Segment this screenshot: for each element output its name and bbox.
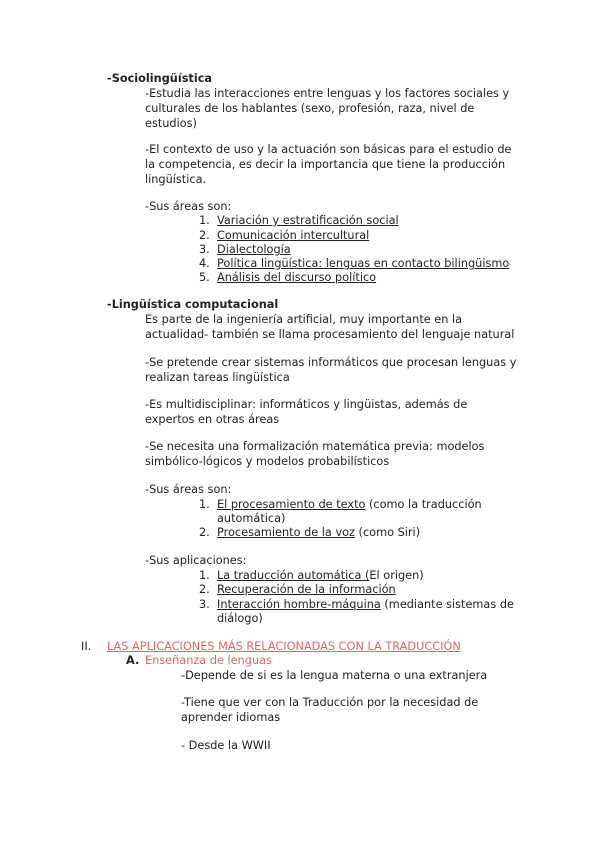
list-item-link[interactable]: Procesamiento de la voz bbox=[217, 526, 355, 539]
areas-intro: -Sus áreas son: bbox=[145, 200, 232, 213]
list-item-link[interactable]: Interacción hombre-máquina bbox=[217, 598, 381, 611]
paragraph-line: -Se pretende crear sistemas informáticos que procesan lenguas y bbox=[145, 356, 517, 369]
list-item bbox=[217, 597, 514, 612]
list-item-text: (mediante sistemas de bbox=[380, 598, 514, 611]
list-item-link[interactable]: Dialectología bbox=[217, 243, 291, 256]
paragraph-line: -Depende de si es la lengua materna o una extranjera bbox=[181, 669, 488, 682]
list-item bbox=[217, 582, 396, 597]
subsection-letter: A. bbox=[126, 654, 140, 667]
list-item-continuation: diálogo) bbox=[217, 612, 263, 625]
list-number: 4. bbox=[199, 257, 210, 270]
paragraph-line: culturales de los hablantes (sexo, profesión, raza, nivel de bbox=[145, 102, 475, 115]
list-number: 3. bbox=[199, 243, 210, 256]
list-number: 2. bbox=[199, 526, 210, 539]
paragraph-line: actualidad- también se llama procesamiento del lenguaje natural bbox=[145, 328, 515, 341]
apps-intro: -Sus aplicaciones: bbox=[145, 554, 247, 567]
list-number: 1. bbox=[199, 214, 210, 227]
list-item-link[interactable]: Variación y estratificación social bbox=[217, 214, 399, 227]
list-item-link[interactable]: El procesamiento de texto bbox=[217, 498, 366, 511]
list-item-link[interactable]: La traducción automática ( bbox=[217, 569, 370, 582]
subsection-title: Enseñanza de lenguas bbox=[145, 654, 272, 667]
list-number: 5. bbox=[199, 271, 210, 284]
list-item-link[interactable]: Política lingüística: lenguas en contacto bilingüismo bbox=[217, 257, 510, 270]
list-number: 2. bbox=[199, 583, 210, 596]
list-item bbox=[217, 525, 420, 540]
list-item-text: El origen) bbox=[369, 569, 424, 582]
section-title-link[interactable]: LAS APLICACIONES MÁS RELACIONADAS CON LA TRADUCCIÓN bbox=[107, 640, 461, 653]
paragraph-line: realizan tareas lingüística bbox=[145, 371, 290, 384]
paragraph-line: expertos en otras áreas bbox=[145, 413, 280, 426]
paragraph-line: estudios) bbox=[145, 117, 197, 130]
section-numeral: II. bbox=[81, 640, 92, 653]
paragraph-line: -Se necesita una formalización matemática previa: modelos bbox=[145, 440, 485, 453]
paragraph-line: Es parte de la ingeniería artificial, muy importante en la bbox=[145, 313, 463, 326]
list-number: 2. bbox=[199, 229, 210, 242]
paragraph-line: -Tiene que ver con la Traducción por la necesidad de bbox=[181, 696, 479, 709]
list-number: 1. bbox=[199, 569, 210, 582]
list-item-link[interactable]: Recuperación de la información bbox=[217, 583, 396, 596]
paragraph-line: -Es multidisciplinar: informáticos y lingüistas, además de bbox=[145, 398, 468, 411]
list-number: 3. bbox=[199, 598, 210, 611]
heading-sociolinguistica: -Sociolingüística bbox=[107, 72, 213, 85]
list-item bbox=[217, 497, 482, 512]
list-item-link[interactable]: Comunicación intercultural bbox=[217, 229, 370, 242]
list-item-text: (como la traducción bbox=[365, 498, 482, 511]
areas-intro: -Sus áreas son: bbox=[145, 483, 232, 496]
paragraph-line: simbólico-lógicos y modelos probabilísticos bbox=[145, 455, 390, 468]
paragraph-line: -El contexto de uso y la actuación son básicas para el estudio de bbox=[145, 143, 512, 156]
paragraph-line: lingüística. bbox=[145, 173, 207, 186]
paragraph-line: -Estudia las interacciones entre lenguas y los factores sociales y bbox=[145, 87, 510, 100]
paragraph-line: la competencia, es decir la importancia que tiene la producción bbox=[145, 158, 506, 171]
list-item-text: (como Siri) bbox=[354, 526, 421, 539]
paragraph-line: - Desde la WWII bbox=[181, 739, 271, 752]
list-item-continuation: automática) bbox=[217, 512, 286, 525]
list-number: 1. bbox=[199, 498, 210, 511]
paragraph-line: aprender idiomas bbox=[181, 711, 281, 724]
list-item bbox=[217, 568, 424, 583]
list-item-link[interactable]: Análisis del discurso político bbox=[217, 271, 377, 284]
heading-computacional: -Lingüística computacional bbox=[107, 298, 279, 311]
